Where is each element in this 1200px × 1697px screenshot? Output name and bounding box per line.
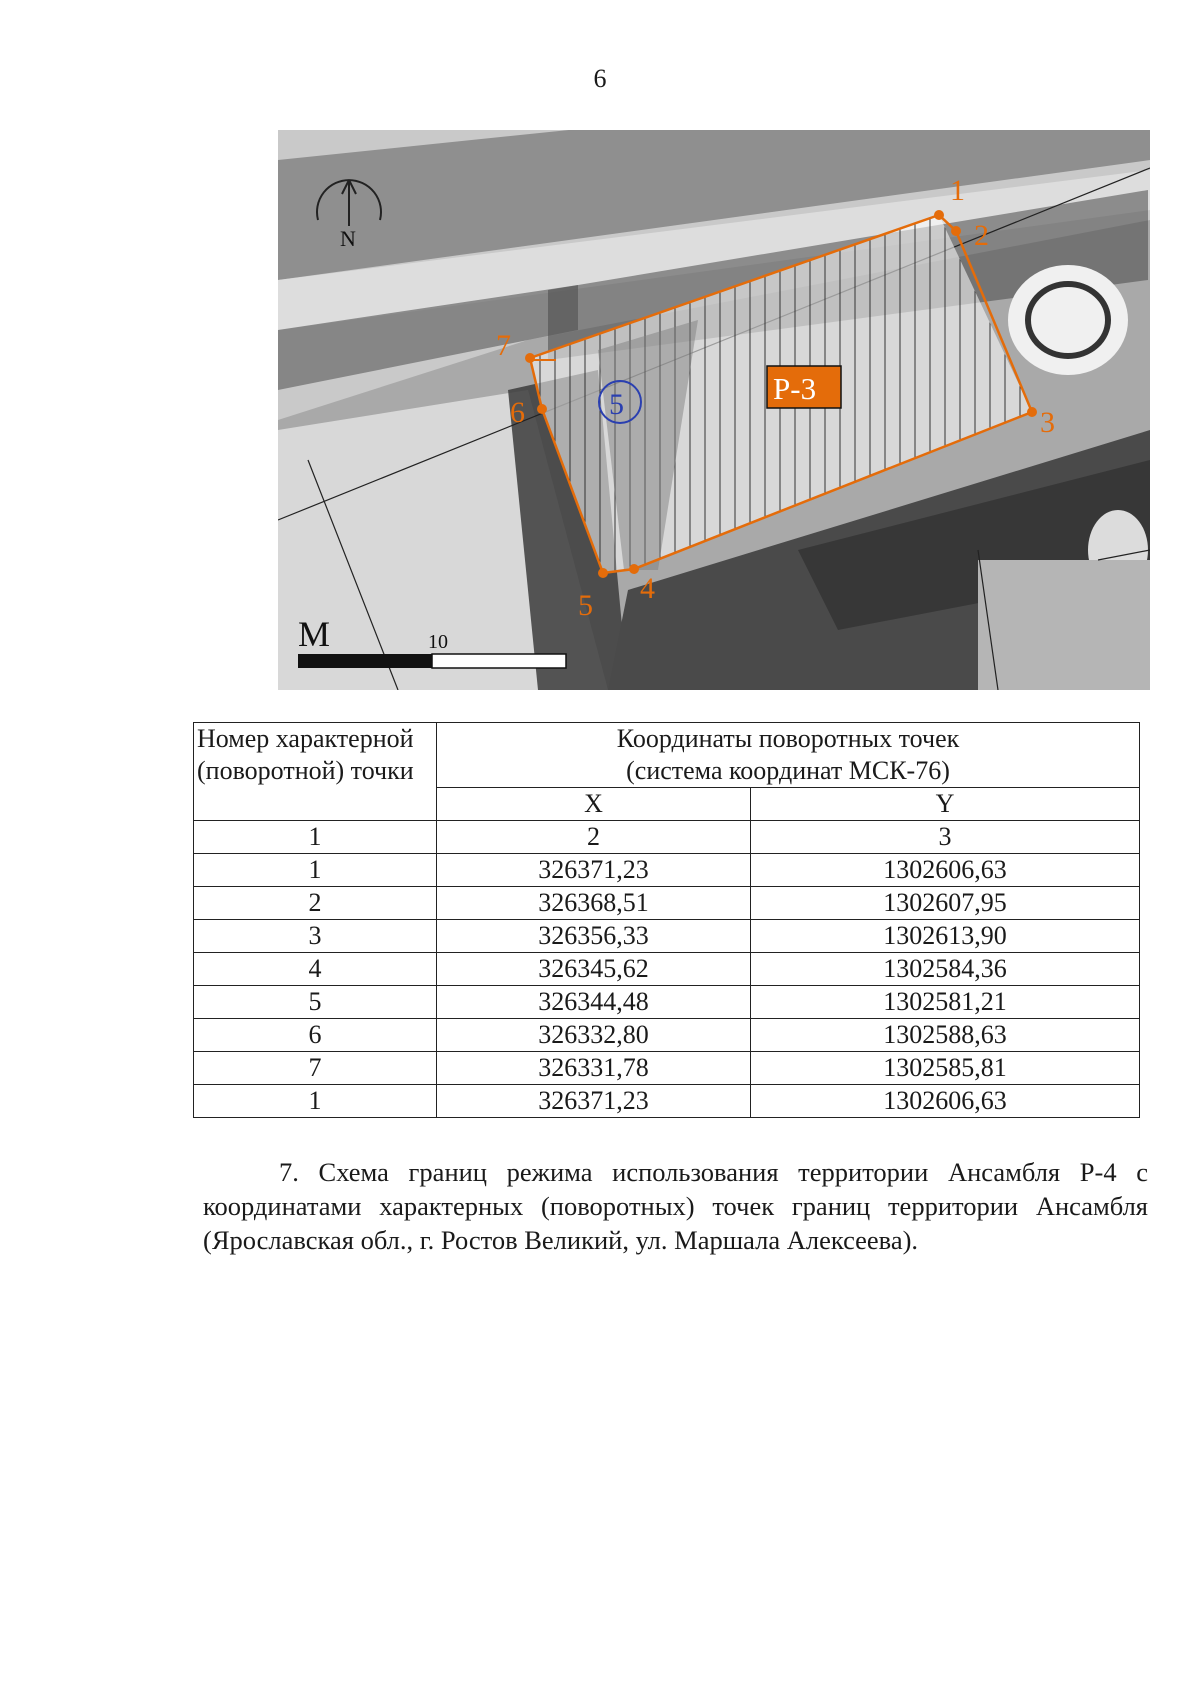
table-row: [194, 986, 1140, 1019]
point-label-5: 5: [578, 589, 593, 622]
point-label-7: 7: [496, 329, 511, 362]
row-x: 326331,78: [437, 1052, 751, 1085]
row-point: 1: [194, 854, 437, 887]
table-row: [194, 887, 1140, 920]
row-point: 2: [194, 887, 437, 920]
table-row: [194, 920, 1140, 953]
vertex-2: [951, 226, 961, 236]
row-point: 3: [194, 920, 437, 953]
row-x: 326344,48: [437, 986, 751, 1019]
row-point: 4: [194, 953, 437, 986]
row-y: 1302606,63: [751, 854, 1140, 887]
header-coordinates-line1: Координаты поворотных точек: [616, 724, 960, 753]
row-x: 326371,23: [437, 854, 751, 887]
vertex-1: [934, 210, 944, 220]
scale-value: 10: [428, 631, 448, 653]
page-number: 6: [593, 64, 607, 93]
header-point-number: Номер характерной (поворотной) точки: [194, 723, 437, 821]
row-x: 326332,80: [437, 1019, 751, 1052]
north-label: N: [340, 226, 356, 251]
row-x: 326345,62: [437, 953, 751, 986]
table-row: [194, 1085, 1140, 1118]
row-point: 1: [194, 1085, 437, 1118]
scale-bar-light: [432, 654, 566, 668]
row-y: 1302581,21: [751, 986, 1140, 1019]
row-x: 326371,23: [437, 1085, 751, 1118]
vertex-3: [1027, 407, 1037, 417]
boundary-map: [278, 130, 1150, 690]
row-y: 1302588,63: [751, 1019, 1140, 1052]
vertex-7: [525, 353, 535, 363]
point-label-2: 2: [974, 219, 989, 252]
point-label-3: 3: [1040, 406, 1055, 439]
point-label-6: 6: [510, 396, 525, 429]
header-x: X: [437, 788, 751, 821]
row-y: 1302606,63: [751, 1085, 1140, 1118]
coordinates-table: [193, 722, 1140, 1118]
vertex-5: [598, 568, 608, 578]
scale-bar-dark: [298, 654, 432, 668]
table-row: [194, 1052, 1140, 1085]
table-row: [194, 1019, 1140, 1052]
row-y: 1302585,81: [751, 1052, 1140, 1085]
table-row: [194, 854, 1140, 887]
row-y: 1302584,36: [751, 953, 1140, 986]
row-y: 1302613,90: [751, 920, 1140, 953]
scale-label: М: [298, 614, 331, 654]
vertex-4: [629, 564, 639, 574]
header-coordinates: [437, 723, 1140, 788]
table-row: [194, 953, 1140, 986]
section-paragraph: 7. Схема границ режима использования территории Ансамбля Р-4 с координатами характерных (поворотных) точек границ территории Ансамбля (Ярославская обл., г. Ростов Великий, ул. Маршала Алексеева).: [203, 1157, 1148, 1255]
header-y: Y: [751, 788, 1140, 821]
row-x: 326356,33: [437, 920, 751, 953]
point-label-4: 4: [640, 572, 655, 605]
header-coordinates-line2: (система координат МСК-76): [626, 756, 950, 785]
row-point: 7: [194, 1052, 437, 1085]
circled-number-label: 5: [609, 388, 624, 421]
column-number-3: 3: [751, 821, 1140, 854]
row-x: 326368,51: [437, 887, 751, 920]
column-number-1: 1: [194, 821, 437, 854]
row-point: 5: [194, 986, 437, 1019]
vertex-6: [537, 404, 547, 414]
point-label-1: 1: [950, 174, 965, 207]
row-y: 1302607,95: [751, 887, 1140, 920]
row-point: 6: [194, 1019, 437, 1052]
column-number-2: 2: [437, 821, 751, 854]
zone-label: Р-3: [773, 371, 817, 406]
